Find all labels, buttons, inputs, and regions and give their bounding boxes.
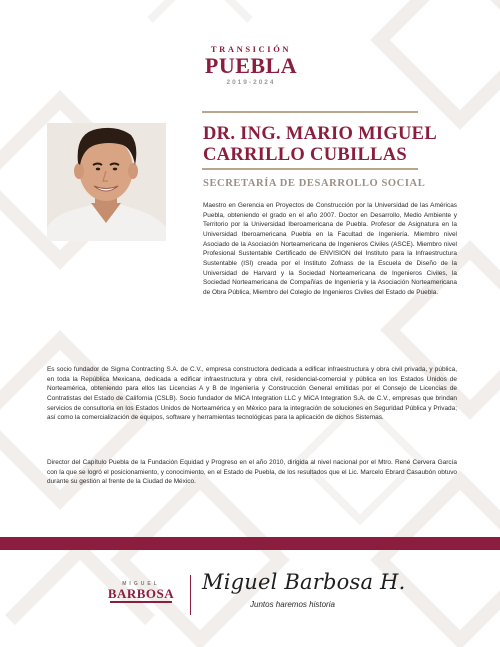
logo-main-text: PUEBLA xyxy=(204,53,298,78)
person-name-line2: CARRILLO CUBILLAS xyxy=(203,145,408,165)
person-name xyxy=(203,124,463,166)
logo-top-text: TRANSICIÓN xyxy=(210,44,292,54)
bio-paragraph-3: Director del Capítulo Puebla de la Fundación Equidad y Progreso en el año 2010, dirigida al nivel nacional por el Mtro. René Cervera García con la que se logró el posicionamiento, y conocimiento, en el Estado de Puebla, de los resultados que el Lic. Marcelo Ebrard Casaubón obtuvo durante su gestión al frente de la Ciudad de México. xyxy=(47,459,457,486)
person-name-line1: DR. ING. MARIO MIGUEL xyxy=(203,124,437,144)
footer-logo-underline xyxy=(110,601,172,603)
transicion-puebla-logo xyxy=(196,44,306,86)
bio-paragraph-1: Maestro en Gerencia en Proyectos de Construcción por la Universidad de las Américas Puebla, obteniendo el grado en el año 2007. Doctor en Desarrollo, Medio Ambiente y Territorio por la Universidad Iberoamericana de Puebla. Profesor de Asignatura en la Universidad Iberoamericana Puebla en la Facultad de Ingeniería. Miembro nivel Asociado de la Asociación Norteamericana de Ingenieros Civiles (ASCE). Miembro nivel Profesional Sustentable Certificado de ENVISION del Instituto para la Infraestructura Sustentable (ISI) creada por el Instituto Zofnass de la Escuela de Diseño de la Universidad de Harvard y la Sociedad Norteamericana de Ingenieros Civiles, la Sociedad Norteamericana de Compañías de Ingeniería y la Asociación Norteamericana de Obra Pública, Miembro del Colegio de Ingenieros Civiles del Estado de Puebla. xyxy=(203,202,457,296)
logo-years-text: 2019-2024 xyxy=(226,79,276,86)
slogan: Juntos haremos historia xyxy=(250,600,335,609)
footer-logo-main-text: BARBOSA xyxy=(107,586,175,601)
miguel-barbosa-logo xyxy=(106,581,176,603)
bio-paragraph-2: Es socio fundador de Sigma Contracting S.A. de C.V., empresa constructora dedicada a edificar infraestructura y obra civil privada, y pública, en toda la República Mexicana, dedicada a edificar infraestructura y obra civil, residencial-comercial y pública en los Estados Unidos de Norteamérica, obteniendo para ellos las Licencias A y B de Ingeniería y Construcción General emitidas por el Consejo de Licencias de Contratistas del Estado de California (CSLB). Socio fundador de MiCA Integration LLC y MiCA Integration S.A. de C.V., empresas que brindan servicios de consultoría en los Estados Unidos de Norteamérica y en México para la integración de soluciones en Seguridad Pública y Privada; así como la comercialización de equipos, software y herramientas tecnológicas para la aplicación de dichos Sistemas. xyxy=(47,366,457,422)
footer-divider xyxy=(190,575,191,615)
position-title: SECRETARÍA DE DESARROLLO SOCIAL xyxy=(203,178,426,189)
header-divider xyxy=(202,111,418,113)
footer-logo-small-text: MIGUEL xyxy=(122,581,160,587)
signature: Miguel Barbosa H. xyxy=(202,570,406,594)
footer-band xyxy=(0,537,500,550)
profile-photo xyxy=(47,123,166,241)
name-divider xyxy=(202,168,418,170)
